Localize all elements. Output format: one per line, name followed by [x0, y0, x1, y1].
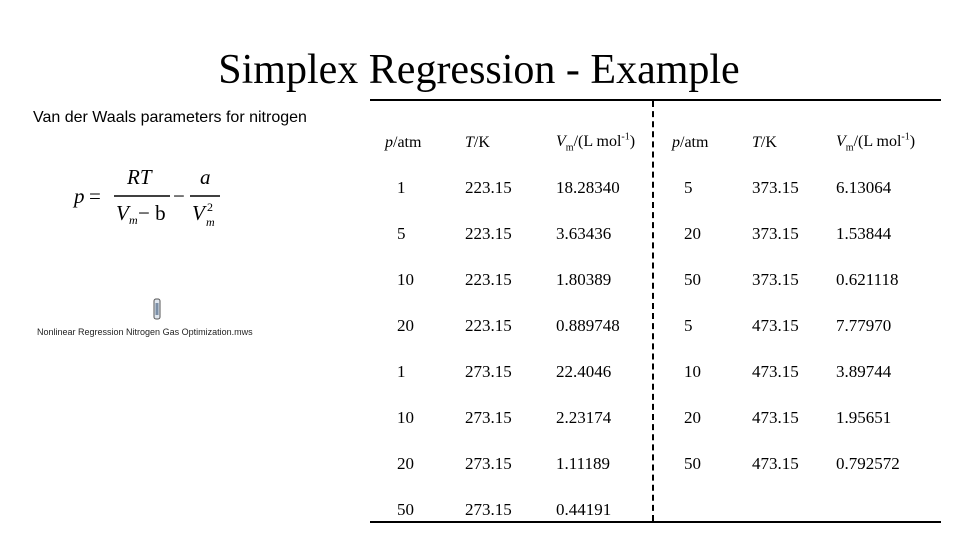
table-cell: 223.15	[465, 270, 512, 289]
eq-term1-num: RT	[127, 165, 152, 189]
table-cell: 273.15	[465, 362, 512, 381]
header-subscript: m	[565, 142, 574, 154]
table-cell: 373.15	[752, 178, 799, 197]
header-symbol: p	[385, 134, 393, 151]
table-cell: 3.89744	[836, 362, 892, 381]
header-close: )	[629, 133, 636, 151]
table-cell: 473.15	[752, 362, 799, 381]
table-cell: 1.53844	[836, 224, 892, 243]
table-cell: 373.15	[752, 224, 799, 243]
van-der-waals-equation	[72, 162, 232, 232]
table-cell: 1.95651	[836, 408, 892, 427]
column-header	[556, 127, 635, 160]
header-unit: /K	[760, 134, 777, 151]
column-header	[385, 132, 421, 154]
table-cell: 273.15	[465, 454, 512, 473]
table-cell: 373.15	[752, 270, 799, 289]
slide-subtitle: Van der Waals parameters for nitrogen	[33, 109, 307, 126]
header-unit: /(L mol	[573, 133, 622, 151]
header-superscript: -1	[621, 131, 630, 143]
table-cell: 223.15	[465, 224, 512, 243]
table-cell: 1.80389	[556, 270, 612, 289]
header-unit: /K	[473, 134, 490, 151]
eq-term2-den-sub: m	[206, 215, 215, 229]
embedded-file[interactable]	[37, 298, 287, 342]
header-unit: /(L mol	[853, 133, 902, 151]
table-cell: 50	[684, 454, 701, 473]
table-cell: 6.13064	[836, 178, 892, 197]
slide-title: Simplex Regression - Example	[218, 47, 740, 93]
header-unit: /atm	[393, 134, 422, 151]
table-cell: 20	[684, 224, 701, 243]
table-cell: 20	[397, 316, 414, 335]
table-cell: 223.15	[465, 178, 512, 197]
header-symbol: T	[752, 134, 761, 151]
table-cell: 10	[397, 270, 414, 289]
table-cell: 20	[397, 454, 414, 473]
table-cell: 473.15	[752, 454, 799, 473]
header-symbol: p	[672, 134, 680, 151]
eq-term2-den-sup: 2	[207, 200, 213, 214]
embedded-file-label: Nonlinear Regression Nitrogen Gas Optimization.mws	[37, 327, 253, 337]
header-symbol: T	[465, 134, 474, 151]
table-cell: 7.77970	[836, 316, 892, 335]
header-superscript: -1	[901, 131, 910, 143]
table-cell: 473.15	[752, 408, 799, 427]
eq-term1-den-v: V	[116, 201, 129, 225]
header-close: )	[909, 133, 916, 151]
table-cell: 0.792572	[836, 454, 900, 473]
table-cell: 273.15	[465, 408, 512, 427]
table-cell: 1	[397, 362, 406, 381]
column-header	[672, 132, 708, 154]
table-bottom-rule	[370, 521, 941, 523]
column-header	[752, 132, 777, 154]
header-unit: /atm	[680, 134, 709, 151]
table-top-rule	[370, 99, 941, 101]
eq-term2-den-v: V	[192, 201, 205, 225]
table-cell: 5	[397, 224, 406, 243]
table-cell: 223.15	[465, 316, 512, 335]
column-header	[836, 127, 915, 160]
table-cell: 18.28340	[556, 178, 620, 197]
table-column-divider	[652, 101, 654, 521]
table-cell: 10	[684, 362, 701, 381]
table-cell: 5	[684, 178, 693, 197]
eq-term1-den-rest: − b	[138, 201, 166, 225]
table-cell: 1	[397, 178, 406, 197]
table-cell: 50	[397, 500, 414, 519]
header-subscript: m	[845, 142, 854, 154]
table-cell: 20	[684, 408, 701, 427]
table-cell: 0.889748	[556, 316, 620, 335]
column-header	[465, 132, 490, 154]
eq-term2-num: a	[200, 165, 211, 189]
table-cell: 5	[684, 316, 693, 335]
table-cell: 3.63436	[556, 224, 612, 243]
table-cell: 273.15	[465, 500, 512, 519]
header-symbol: V	[836, 133, 846, 151]
table-cell: 22.4046	[556, 362, 612, 381]
eq-lhs: p	[74, 184, 85, 208]
table-cell: 10	[397, 408, 414, 427]
table-cell: 0.621118	[836, 270, 899, 289]
svg-text:=: =	[89, 184, 101, 208]
table-cell: 50	[684, 270, 701, 289]
eq-term1-den-m: m	[129, 213, 138, 227]
header-symbol: V	[556, 133, 566, 151]
table-cell: 0.44191	[556, 500, 612, 519]
table-cell: 473.15	[752, 316, 799, 335]
eq-minus: −	[173, 184, 185, 208]
document-icon	[152, 298, 162, 322]
table-cell: 2.23174	[556, 408, 612, 427]
table-cell: 1.11189	[556, 454, 610, 473]
